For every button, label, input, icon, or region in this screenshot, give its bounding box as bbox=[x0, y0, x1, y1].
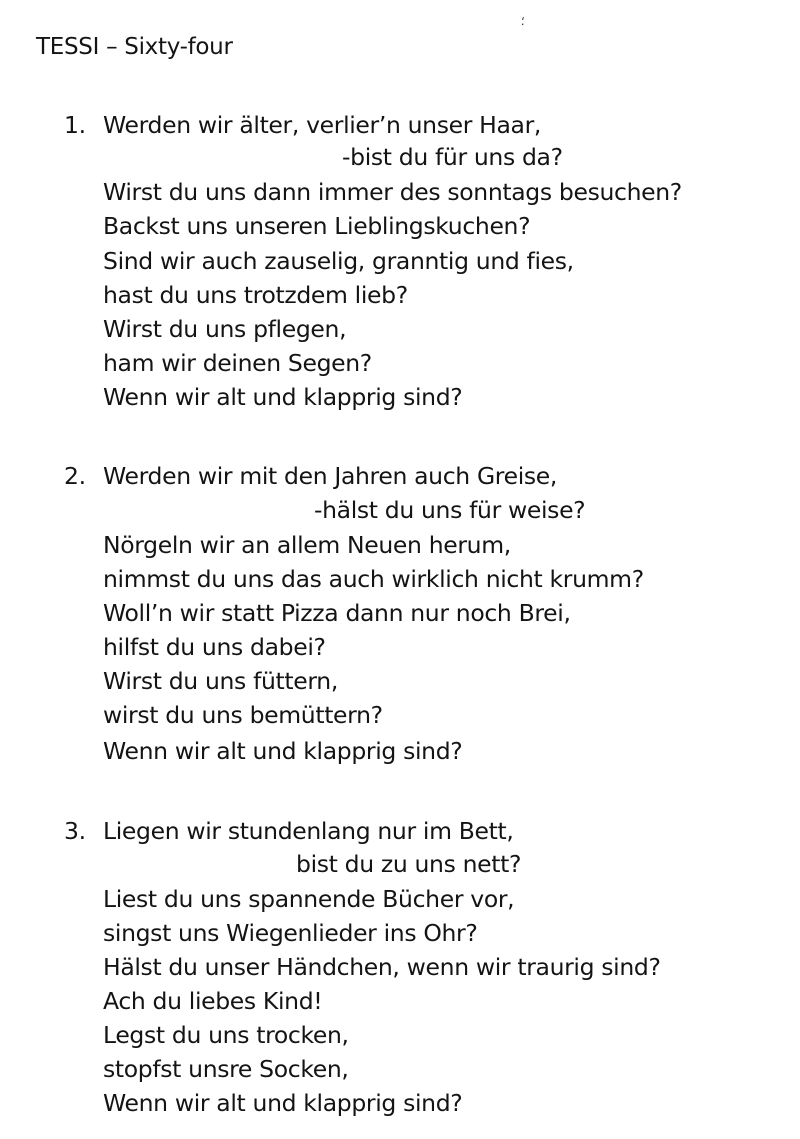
verse-line: Werden wir älter, verlier’n unser Haar, bbox=[103, 111, 542, 139]
verse-line: Liegen wir stundenlang nur im Bett, bbox=[103, 817, 514, 845]
verse-line: Wirst du uns dann immer des sonntags besuchen? bbox=[103, 178, 682, 206]
verse-line: bist du zu uns nett? bbox=[296, 850, 522, 878]
verse-line: Hälst du unser Händchen, wenn wir traurig sind? bbox=[103, 953, 661, 981]
verse-line: ham wir deinen Segen? bbox=[103, 349, 372, 377]
scan-speck: ⸵ bbox=[521, 14, 525, 28]
verse-number: 1. bbox=[64, 111, 86, 139]
verse-line: Ach du liebes Kind! bbox=[103, 987, 323, 1015]
verse-line: stopfst unsre Socken, bbox=[103, 1055, 349, 1083]
verse-line: hast du uns trotzdem lieb? bbox=[103, 281, 408, 309]
verse-line: Wirst du uns füttern, bbox=[103, 667, 338, 695]
verse-number: 2. bbox=[64, 462, 86, 490]
page-title: TESSI – Sixty-four bbox=[36, 34, 233, 60]
verse-line: -hälst du uns für weise? bbox=[314, 496, 586, 524]
verse-line: Wenn wir alt und klapprig sind? bbox=[103, 1089, 463, 1117]
verse-line: -bist du für uns da? bbox=[342, 143, 563, 171]
verse-line: Werden wir mit den Jahren auch Greise, bbox=[103, 462, 558, 490]
verse-line: Nörgeln wir an allem Neuen herum, bbox=[103, 531, 511, 559]
verse-line: hilfst du uns dabei? bbox=[103, 633, 326, 661]
verse-line: Wenn wir alt und klapprig sind? bbox=[103, 383, 463, 411]
verse-line: Wirst du uns pflegen, bbox=[103, 315, 347, 343]
verse-line: nimmst du uns das auch wirklich nicht krumm? bbox=[103, 565, 644, 593]
verse-line: wirst du uns bemüttern? bbox=[103, 701, 383, 729]
verse-line: Legst du uns trocken, bbox=[103, 1021, 349, 1049]
verse-line: Liest du uns spannende Bücher vor, bbox=[103, 885, 515, 913]
verse-line: Wenn wir alt und klapprig sind? bbox=[103, 737, 463, 765]
verse-number: 3. bbox=[64, 817, 86, 845]
verse-line: Woll’n wir statt Pizza dann nur noch Brei, bbox=[103, 599, 571, 627]
verse-line: Sind wir auch zauselig, granntig und fies, bbox=[103, 247, 574, 275]
verse-line: singst uns Wiegenlieder ins Ohr? bbox=[103, 919, 478, 947]
verse-line: Backst uns unseren Lieblingskuchen? bbox=[103, 212, 531, 240]
